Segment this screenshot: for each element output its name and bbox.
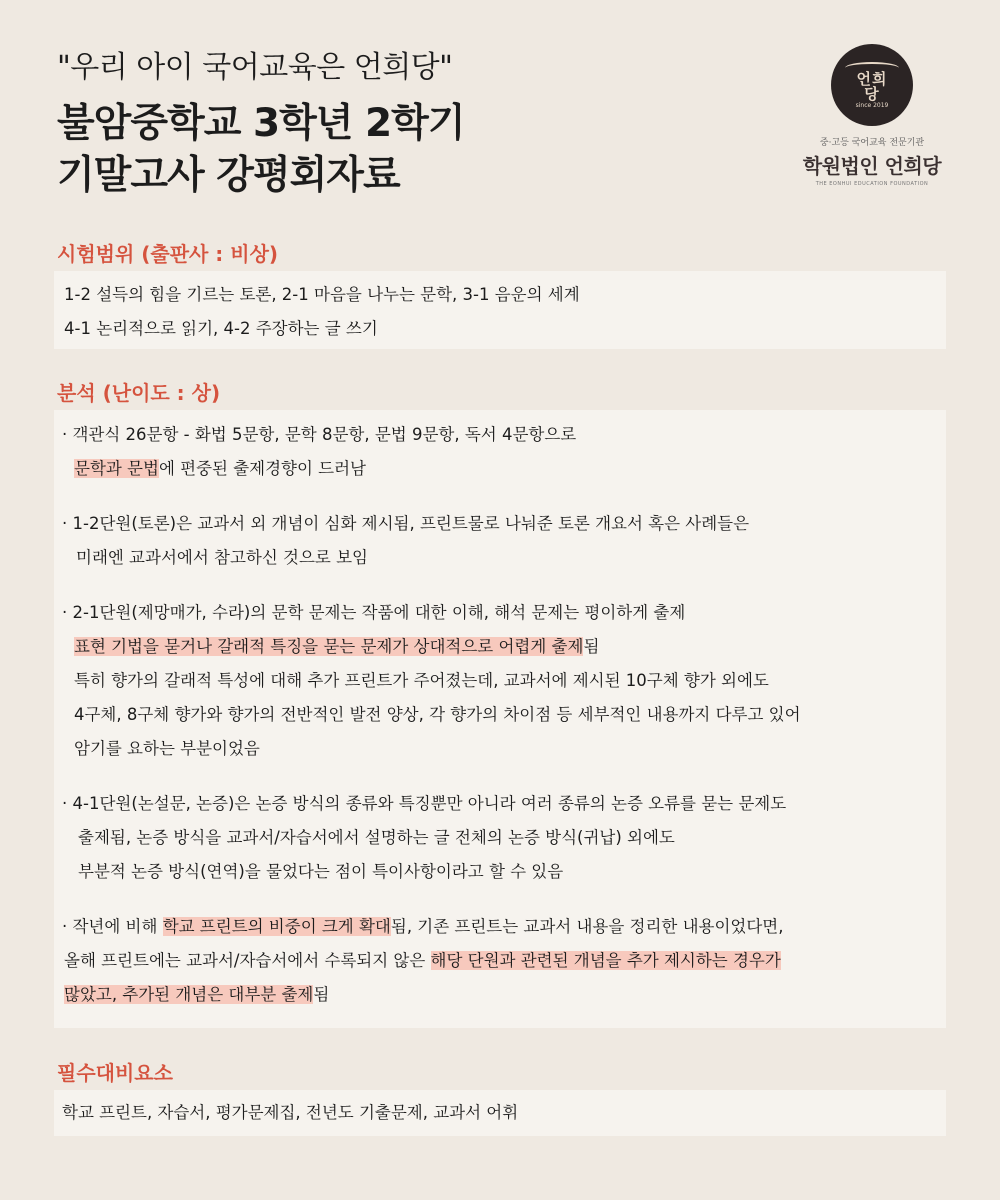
scope-box: [54, 271, 946, 349]
point-3-line-2: [62, 630, 946, 664]
point-5-line-1: [62, 910, 946, 944]
logo-english: THE EONHUI EDUCATION FOUNDATION: [815, 181, 929, 187]
title-line-2: 기말고사 강평회자료: [57, 153, 400, 198]
essentials-text: 학교 프린트, 자습서, 평가문제집, 전년도 기출문제, 교과서 어휘: [62, 1103, 519, 1122]
essentials-heading: 필수대비요소: [57, 1061, 173, 1085]
point-5-line-2: [62, 944, 946, 978]
text: 됨: [313, 985, 330, 1004]
highlight: 학교 프린트의 비중이 크게 확대: [162, 917, 391, 936]
scope-line-1: 1-2 설득의 힘을 기르는 토론, 2-1 마음을 나누는 문학, 3-1 음운의 세계: [64, 285, 580, 304]
point-3-line-4: 4구체, 8구체 향가와 향가의 전반적인 발전 양상, 각 향가의 차이점 등 세부적인 내용까지 다루고 있어: [74, 705, 801, 724]
logo-name: 학원법인 언희당: [802, 154, 942, 178]
text: · 작년에 비해: [62, 917, 163, 936]
highlight: 많았고, 추가된 개념은 대부분 출제: [64, 985, 314, 1004]
point-2-line-2: 미래엔 교과서에서 참고하신 것으로 보임: [76, 548, 368, 567]
highlight: 표현 기법을 묻거나 갈래적 특징을 묻는 문제가 상대적으로 어렵게 출제: [74, 637, 584, 656]
point-4-line-2: 출제됨, 논증 방식을 교과서/자습서에서 설명하는 글 전체의 논증 방식(귀납) 외에도: [78, 828, 675, 847]
logo-subtitle: 중·고등 국어교육 전문기관: [819, 138, 925, 148]
logo-mark-line-2: 당: [864, 85, 880, 103]
point-3-line-1: · 2-1단원(제망매가, 수라)의 문학 문제는 작품에 대한 이해, 해석 문제는 평이하게 출제: [62, 603, 686, 622]
brand-logo: [792, 44, 952, 187]
analysis-heading: 분석 (난이도 : 상): [57, 381, 221, 405]
essentials-box: [54, 1090, 946, 1136]
slogan: "우리 아이 국어교육은 언희당": [57, 50, 453, 85]
analysis-point-3: [62, 596, 946, 766]
analysis-point-5: [62, 910, 946, 1012]
highlight: 문학과 문법: [74, 459, 159, 478]
scope-heading: 시험범위 (출판사 : 비상): [57, 242, 279, 266]
point-4-line-1: · 4-1단원(논설문, 논증)은 논증 방식의 종류와 특징뿐만 아니라 여러 종류의 논증 오류를 묻는 문제도: [62, 794, 787, 813]
point-4-line-3: 부분적 논증 방식(연역)을 물었다는 점이 특이사항이라고 할 수 있음: [78, 862, 564, 881]
text: 됨, 기존 프린트는 교과서 내용을 정리한 내용이었다면,: [390, 917, 784, 936]
text: 에 편중된 출제경향이 드러남: [158, 459, 366, 478]
title-line-1: 불암중학교 3학년 2학기: [57, 101, 465, 146]
analysis-box: [54, 410, 946, 1028]
text: 됨: [583, 637, 600, 656]
point-1-line-2: [62, 452, 946, 486]
logo-since: since 2019: [855, 102, 889, 109]
analysis-point-1: [62, 418, 946, 486]
analysis-point-2: [62, 507, 946, 575]
page-title: [57, 98, 465, 202]
scope-line-2: 4-1 논리적으로 읽기, 4-2 주장하는 글 쓰기: [64, 319, 378, 338]
logo-emblem: [831, 44, 913, 126]
point-1-line-1: · 객관식 26문항 - 화법 5문항, 문학 8문항, 문법 9문항, 독서 4문항으로: [62, 425, 577, 444]
point-3-line-3: 특히 향가의 갈래적 특성에 대해 추가 프린트가 주어졌는데, 교과서에 제시된 10구체 향가 외에도: [74, 671, 769, 690]
point-3-line-5: 암기를 요하는 부분이었음: [74, 739, 260, 758]
text: 올해 프린트에는 교과서/자습서에서 수록되지 않은: [64, 951, 431, 970]
point-2-line-1: · 1-2단원(토론)은 교과서 외 개념이 심화 제시됨, 프린트물로 나눠준 토론 개요서 혹은 사례들은: [62, 514, 750, 533]
logo-mark-line-1: 언희: [856, 70, 888, 88]
logo-mark: [831, 72, 913, 102]
point-5-line-3: [62, 978, 946, 1012]
analysis-point-4: [62, 787, 946, 889]
highlight: 해당 단원과 관련된 개념을 추가 제시하는 경우가: [430, 951, 781, 970]
